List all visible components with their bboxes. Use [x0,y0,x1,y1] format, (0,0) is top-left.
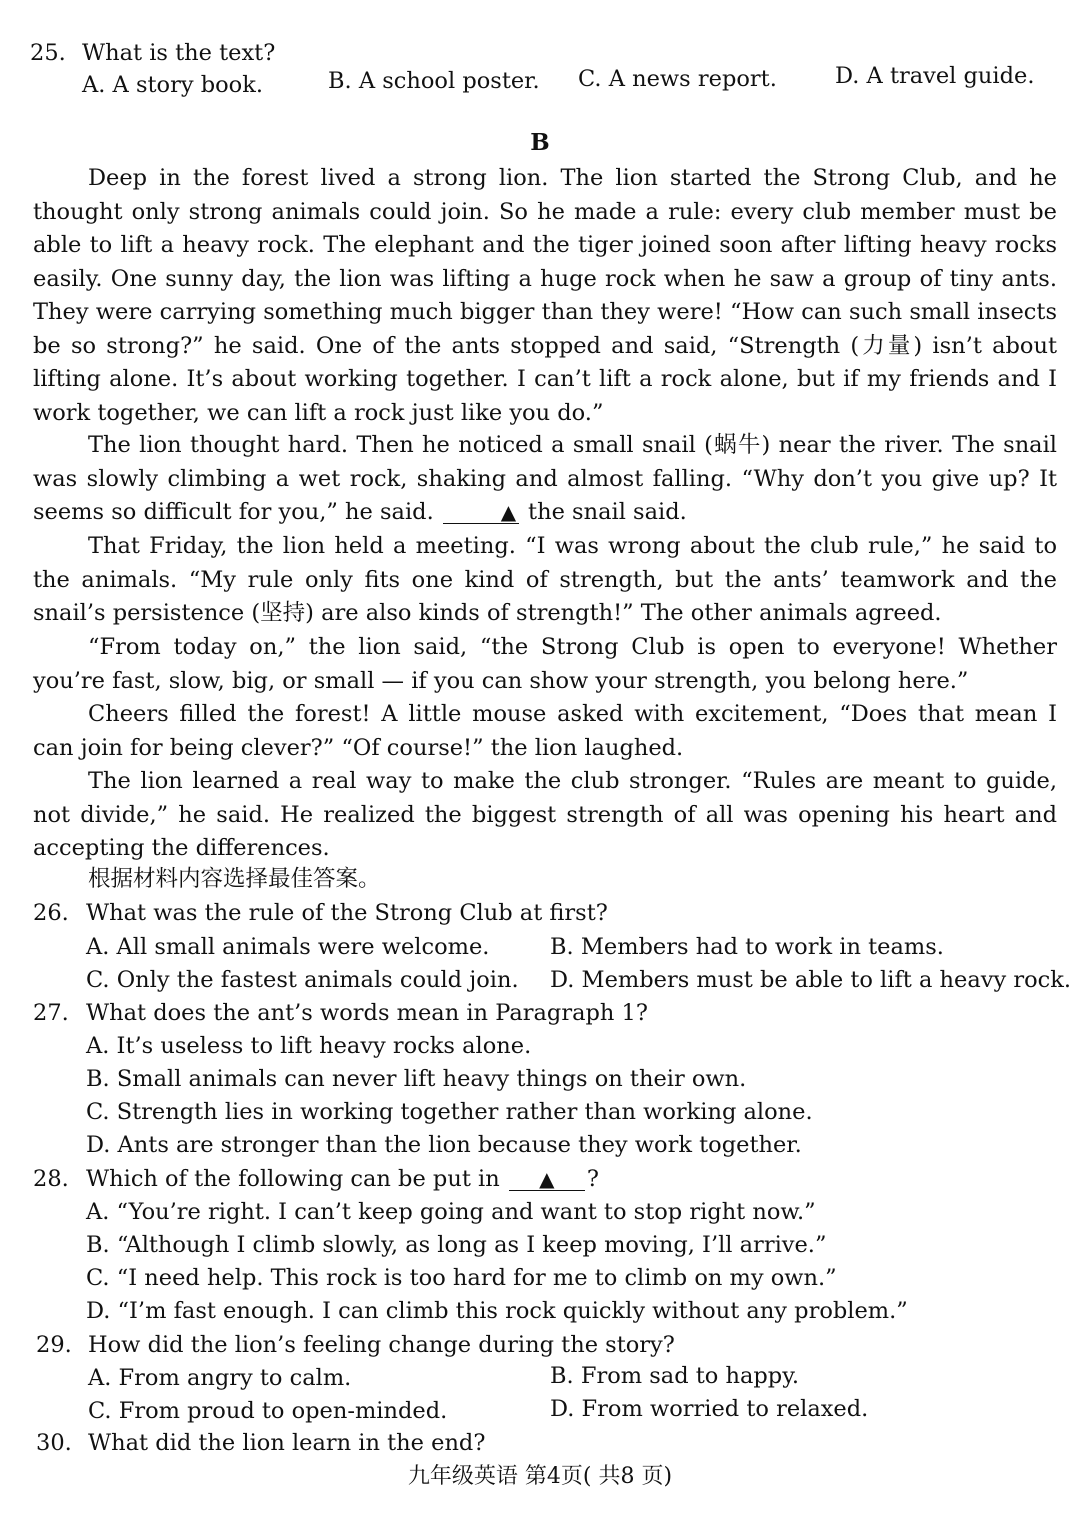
q29-option-a: A. From angry to calm. [88,1365,352,1391]
q27-option-b: B. Small animals can never lift heavy things on their own. [86,1066,747,1092]
q28-option-b: B. “Although I climb slowly, as long as I keep moving, I’ll arrive.” [86,1232,827,1258]
q26-question: What was the rule of the Strong Club at first? [86,900,608,926]
q28-question-line [86,1164,599,1194]
passage-paragraph-5: Cheers filled the forest! A little mouse asked with excitement, “Does that mean I can join for being clever?” “Of course!” the lion laughed. [33,701,1057,761]
q28-option-a: A. “You’re right. I can’t keep going and want to stop right now.” [86,1199,816,1225]
passage-paragraph-6: The lion learned a real way to make the club stronger. “Rules are meant to guide, not divide,” he said. He realized the biggest strength of all was opening his heart and accepting the differences. [33,768,1057,861]
section-heading: B [530,129,550,156]
page-footer: 九年级英语 第4页( 共8 页) [407,1464,673,1489]
paragraph-2-text: The lion thought hard. Then he noticed a small snail (蜗牛) near the river. The snail was slowly climbing a wet rock, shaking and almost falling. “Why don’t you give up? It seems so difficult for you,” he said. [33,432,1057,525]
q26-option-c: C. Only the fastest animals could join. [86,967,519,993]
q28-number: 28. [33,1166,69,1192]
q26-option-a: A. All small animals were welcome. [86,934,490,960]
q29-option-b: B. From sad to happy. [550,1363,800,1389]
q25-option-b: B. A school poster. [328,68,540,94]
q26-option-b: B. Members had to work in teams. [550,934,944,960]
q27-option-c: C. Strength lies in working together rather than working alone. [86,1099,813,1125]
q25-question: What is the text? [82,40,276,66]
q27-question: What does the ant’s words mean in Paragraph 1? [86,1000,648,1026]
passage-paragraph-4: “From today on,” the lion said, “the Strong Club is open to everyone! Whether you’re fast, slow, big, or small — if you can show your strength, you belong here.” [33,634,1057,694]
q29-option-d: D. From worried to relaxed. [550,1396,869,1422]
q28-question: Which of the following can be put in [86,1166,500,1192]
q29-number: 29. [36,1332,72,1358]
q25-option-c: C. A news report. [578,66,777,92]
q29-option-c: C. From proud to open-minded. [88,1398,448,1424]
q30-question: What did the lion learn in the end? [88,1430,486,1456]
instruction-text: 根据材料内容选择最佳答案。 [88,866,381,892]
q25-number: 25. [30,40,66,66]
q28-option-c: C. “I need help. This rock is too hard for me to climb on my own.” [86,1265,837,1291]
q30-number: 30. [36,1430,72,1456]
passage-paragraph-3: That Friday, the lion held a meeting. “I was wrong about the club rule,” he said to the animals. “My rule only fits one kind of strength, but the ants’ teamwork and the snail’s persistence (坚持) are also kinds of strength!” The other animals agreed. [33,533,1057,626]
q26-number: 26. [33,900,69,926]
q25-option-d: D. A travel guide. [835,63,1035,89]
paragraph-2-end: the snail said. [528,499,687,525]
q28-answer-blank [509,1168,585,1191]
passage-paragraph-1: Deep in the forest lived a strong lion. The lion started the Strong Club, and he thought only strong animals could join. So he made a rule: every club member must be able to lift a heavy rock. The elephant and the tiger joined soon after lifting heavy rocks easily. One sunny day, the lion was lifting a huge rock when he saw a group of tiny ants. They were carrying something much bigger than they were! “How can such small insects be so strong?” he said. One of the ants stopped and said, “Strength (力量) isn’t about lifting alone. It’s about working together. I can’t lift a rock alone, but if my friends and I work together, we can lift a rock just like you do.” [33,165,1057,426]
q26-option-d: D. Members must be able to lift a heavy rock. [550,967,1072,993]
q29-question: How did the lion’s feeling change during the story? [88,1332,675,1358]
q25-option-a: A. A story book. [82,72,263,98]
answer-blank-28 [443,501,519,524]
triangle-marker-icon: ▲ [500,500,517,524]
q27-option-a: A. It’s useless to lift heavy rocks alone. [86,1033,532,1059]
passage-paragraph-2 [33,429,1057,530]
q27-number: 27. [33,1000,69,1026]
q27-option-d: D. Ants are stronger than the lion because they work together. [86,1132,802,1158]
triangle-marker-icon: ▲ [539,1167,555,1191]
q28-option-d: D. “I’m fast enough. I can climb this rock quickly without any problem.” [86,1298,908,1324]
q28-question-mark: ? [586,1166,599,1192]
